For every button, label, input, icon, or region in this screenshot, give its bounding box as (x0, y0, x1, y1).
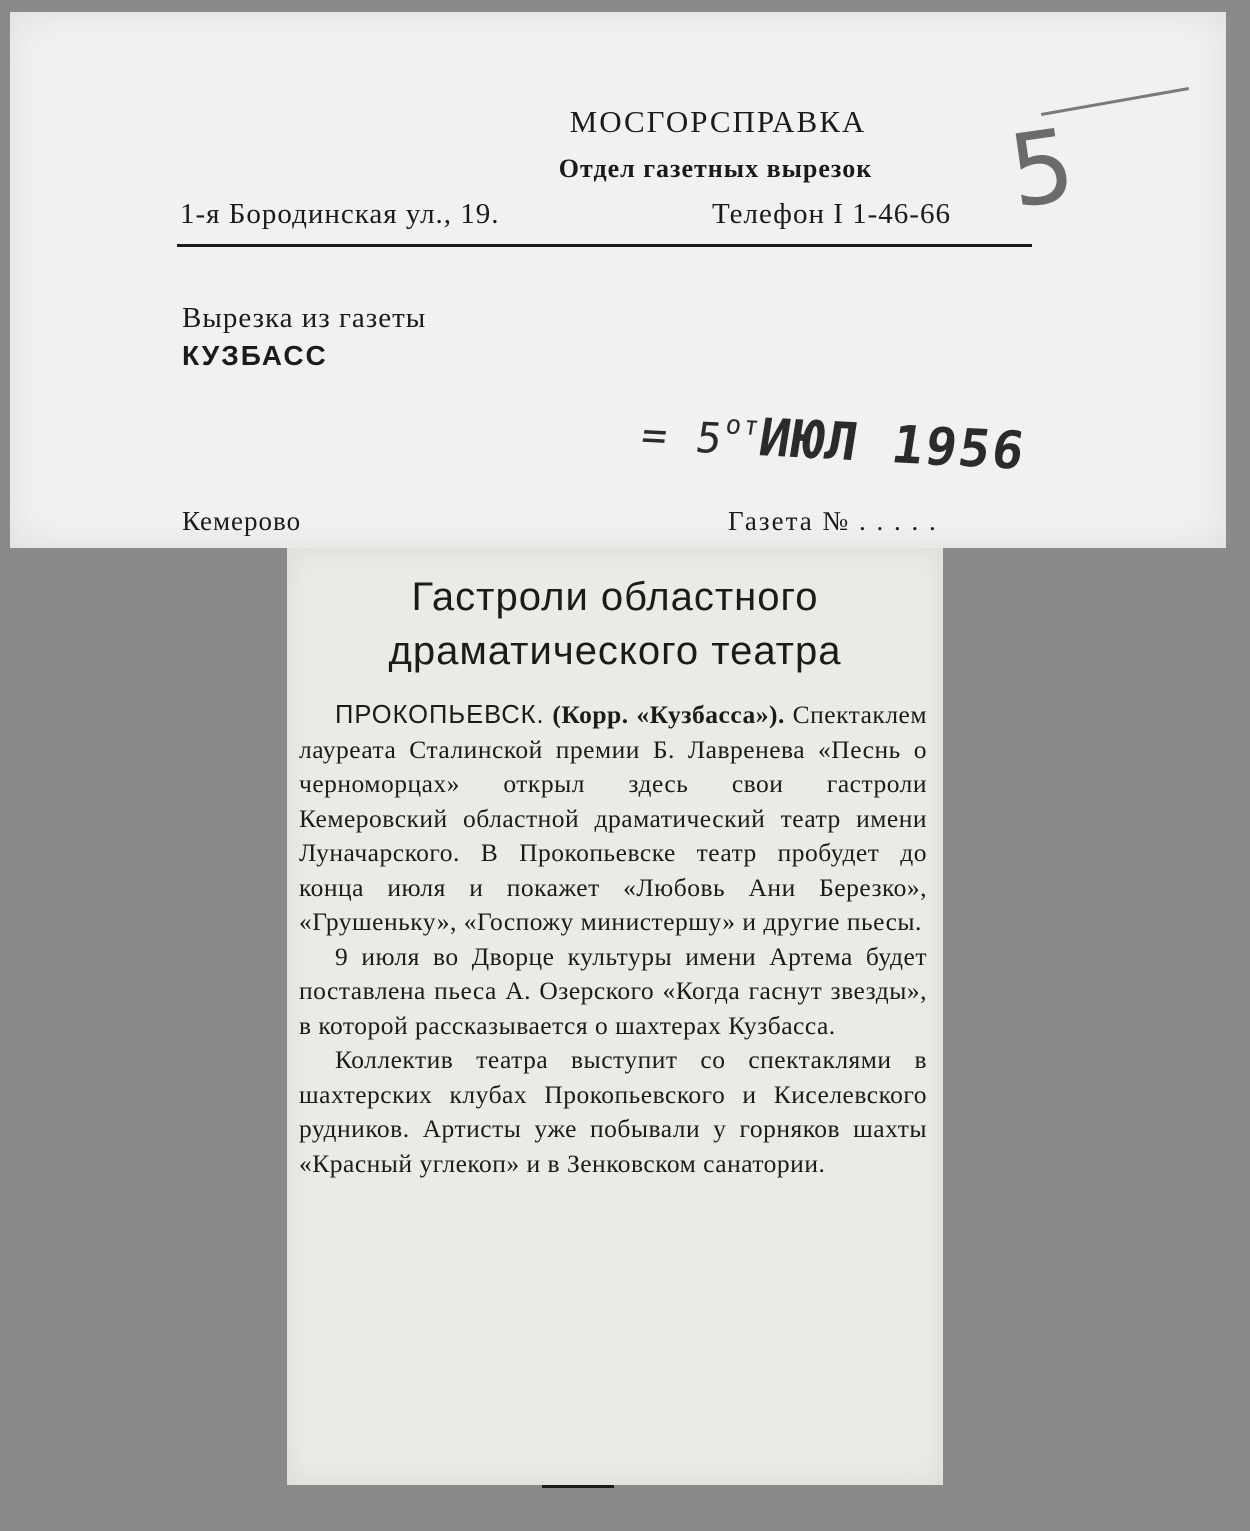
agency-name: МОСГОРСПРАВКА (569, 104, 867, 139)
headline-line-2: драматического театра (388, 629, 842, 673)
date-stamp (638, 402, 1031, 482)
article-dateline: ПРОКОПЬЕВСК. (335, 701, 545, 729)
article-end-rule (542, 1485, 614, 1488)
department-name: Отдел газетных вырезок (558, 154, 873, 183)
newspaper-name: КУЗБАСС (182, 340, 328, 371)
bureau-phone: Телефон I 1-46-66 (712, 198, 951, 230)
header-divider (177, 244, 1032, 247)
article-correspondent: (Корр. «Кузбасса»). (552, 700, 785, 729)
date-stamp-ot: от (723, 410, 764, 443)
bureau-address: 1-я Бородинская ул., 19. (180, 198, 500, 230)
clipping-bureau-slip (10, 12, 1226, 548)
newspaper-clipping (287, 548, 943, 1485)
handwritten-number: 5 (1002, 106, 1082, 231)
date-stamp-month-year: ИЮЛ 1956 (754, 408, 1031, 482)
article-paragraph-1-text: Спектаклем лауреата Сталинской премии Б. Лавренева «Песнь о черноморцах» открыл здесь свои гастроли Кемеровский областной драматический театр имени Луначарского. В Прокопьевске театр пробудет до конца июля и покажет «Любовь Ани Березко», «Грушеньку», «Госпожу министершу» и другие пьесы. (299, 700, 927, 936)
article-body (299, 698, 927, 1181)
gazeta-number: Газета № . . . . . (728, 506, 938, 536)
city-name: Кемерово (182, 506, 302, 536)
headline-line-1: Гастроли областного (411, 575, 819, 619)
article-paragraph-1 (299, 698, 927, 940)
article-headline (287, 570, 943, 678)
article-paragraph-2: 9 июля во Дворце культуры имени Артема будет поставлена пьеса А. Озерского «Когда гаснут звезды», в которой рассказывается о шахтерах Кузбасса. (299, 941, 927, 1040)
clip-source-label: Вырезка из газеты (182, 302, 427, 334)
article-paragraph-3: Коллектив театра выступит со спектаклями в шахтерских клубах Прокопьевского и Киселевского рудников. Артисты уже побывали у горняков шахты «Красный углекоп» и в Зенковском санатории. (299, 1045, 927, 1178)
date-stamp-day: = 5 (638, 410, 728, 464)
